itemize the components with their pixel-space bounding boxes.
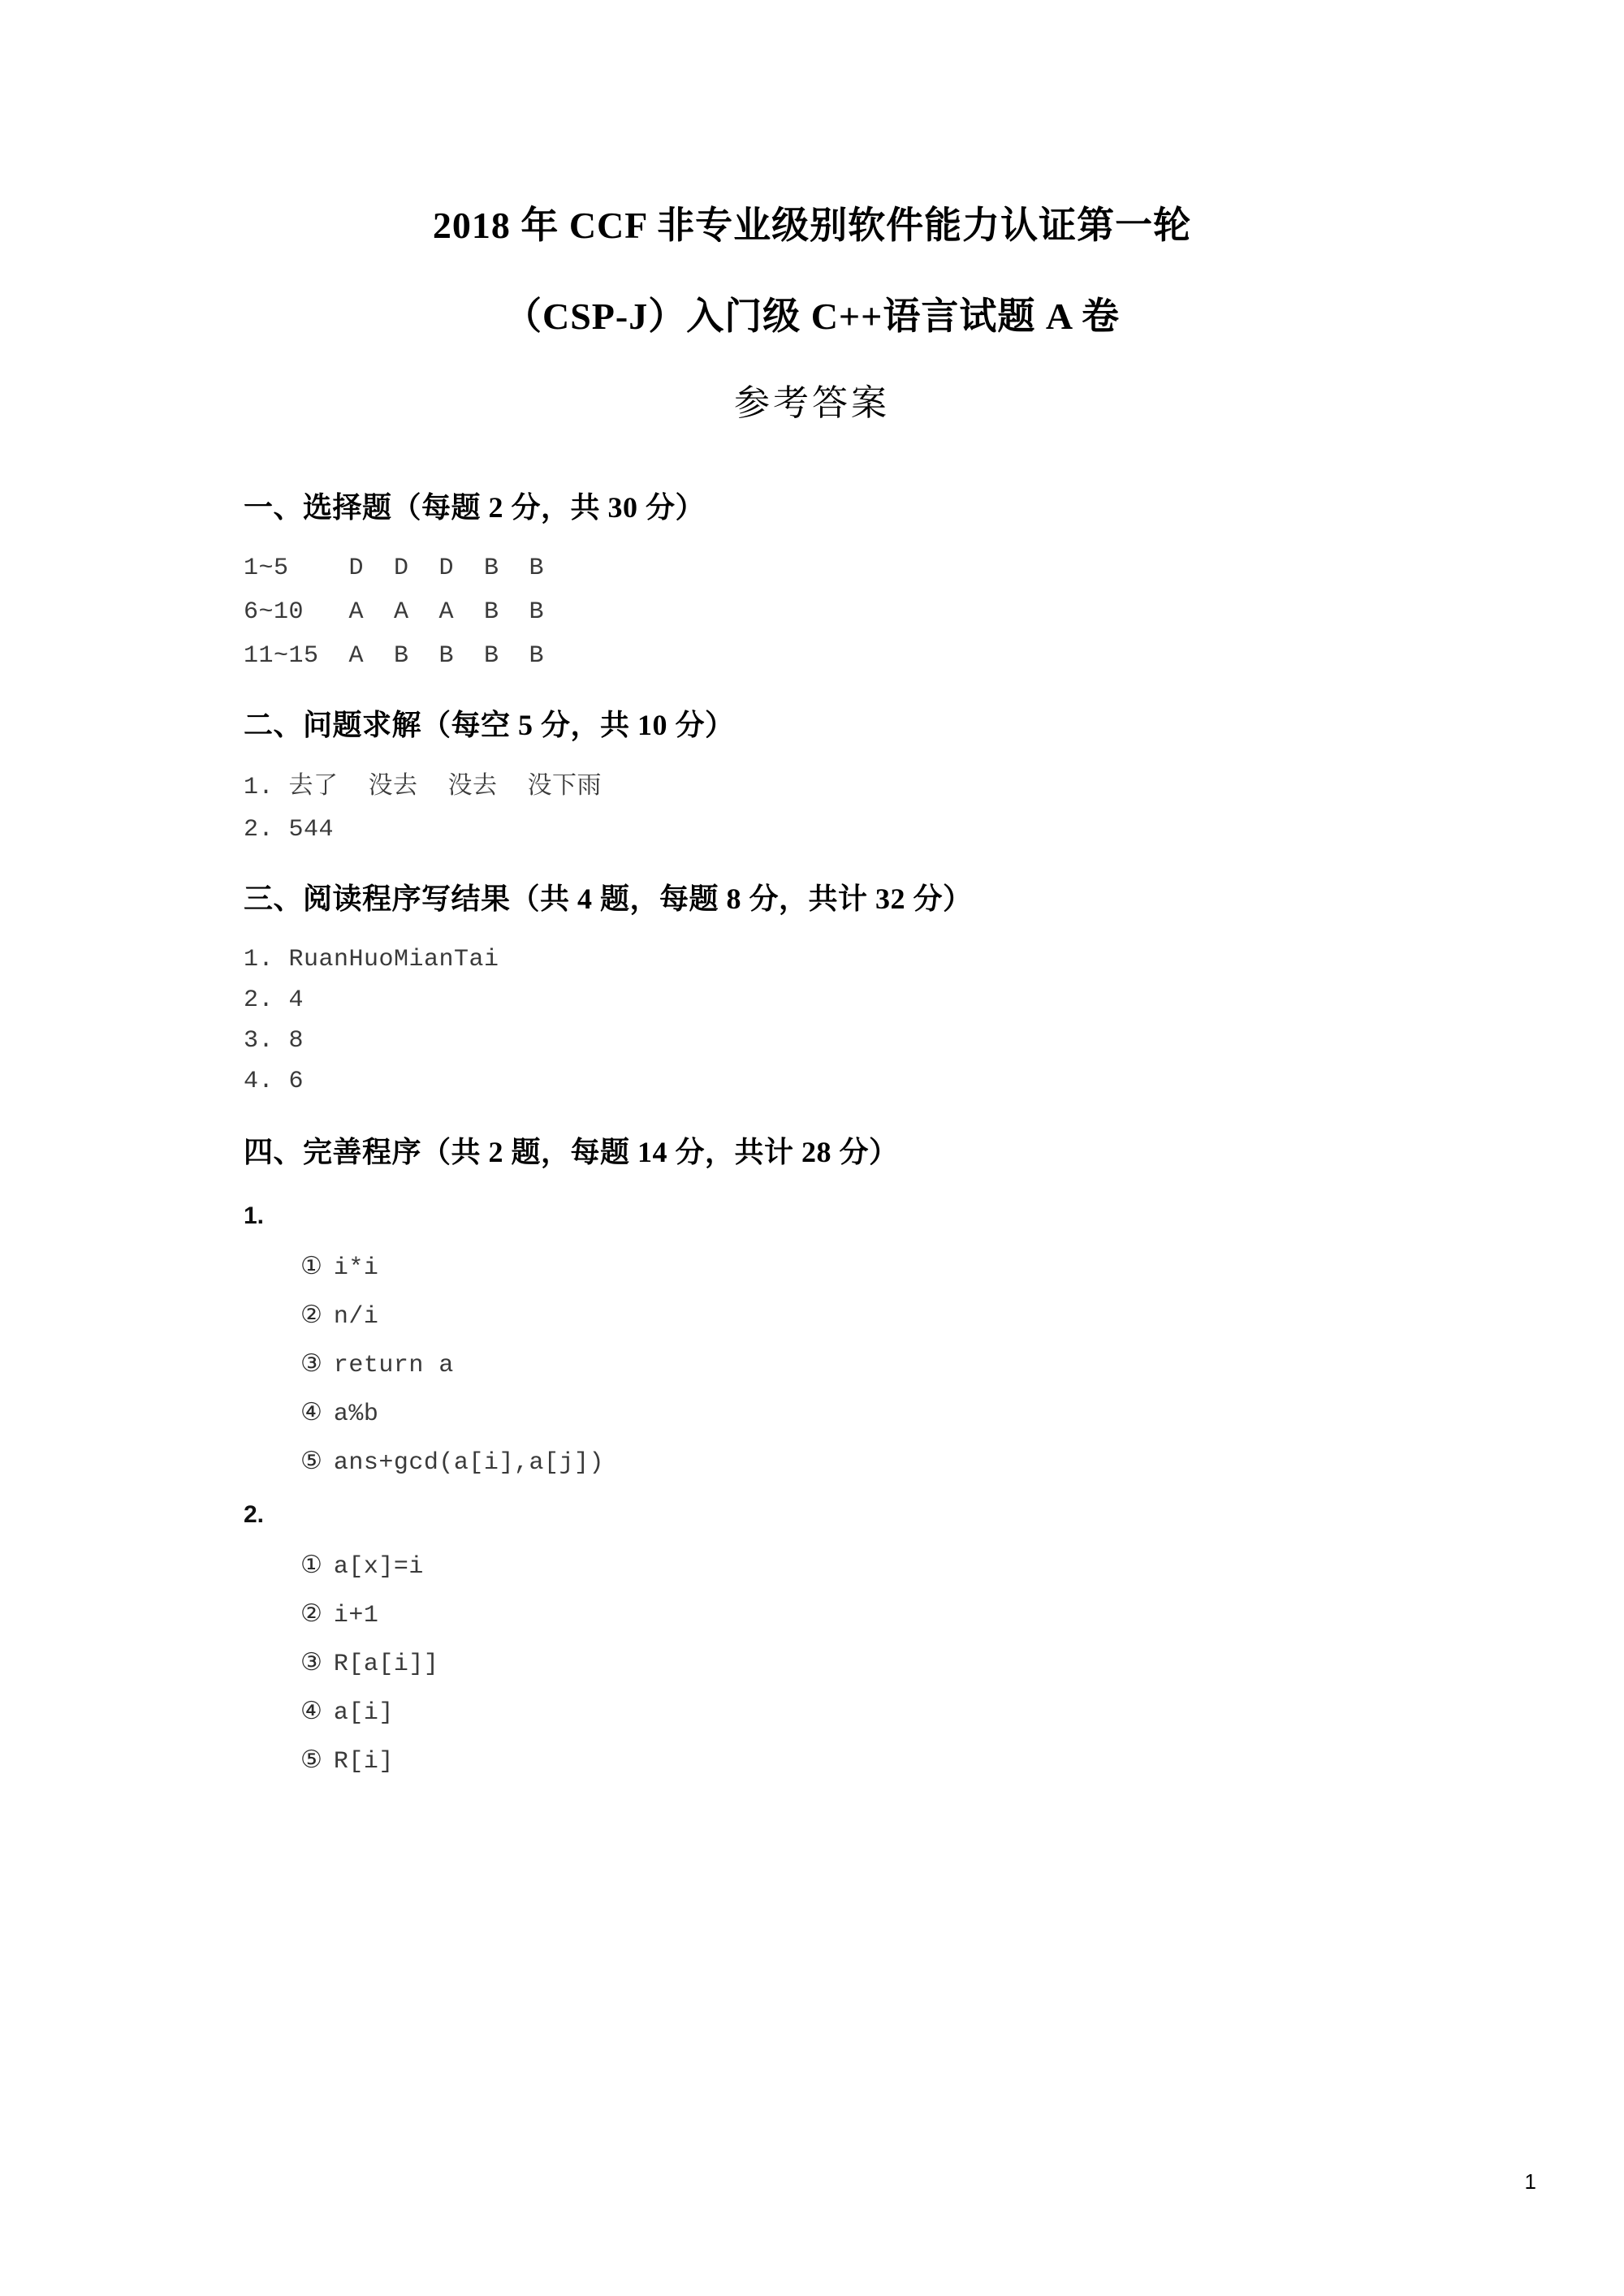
completion-blank-code: a%b — [333, 1400, 379, 1428]
circled-number-icon: ③ — [300, 1349, 322, 1378]
completion-blank-code: i+1 — [333, 1602, 379, 1629]
completion-blank-code: n/i — [333, 1303, 379, 1331]
completion-blank-item — [244, 1553, 1380, 1579]
reading-answer-item: 4. 6 — [244, 1068, 304, 1095]
reading-answer-item: 1. RuanHuoMianTai — [244, 946, 499, 973]
circled-number-icon: ① — [300, 1551, 322, 1579]
problem-solving-answer-item: 2. 544 — [244, 816, 335, 844]
document-title-line-2: （CSP-J）入门级 C++语言试题 A 卷 — [503, 296, 1121, 337]
section-heading-completion: 四、完善程序（共 2 题，每题 14 分，共计 28 分） — [244, 1136, 899, 1168]
completion-blank-code: i*i — [333, 1254, 379, 1282]
reading-answer-item: 3. 8 — [244, 1027, 304, 1055]
problem-solving-answer-item: 1. 去了 没去 没去 没下雨 — [244, 774, 603, 801]
completion-problem-number: 2. — [244, 1501, 265, 1528]
circled-number-icon: ④ — [300, 1697, 322, 1725]
completion-blank-code: R[a[i]] — [333, 1651, 439, 1678]
completion-blank-item — [244, 1449, 1380, 1475]
circled-number-icon: ① — [300, 1252, 322, 1280]
section-heading-reading: 三、阅读程序写结果（共 4 题，每题 8 分，共计 32 分） — [244, 883, 973, 915]
completion-blank-code: a[x]=i — [333, 1553, 424, 1581]
document-title-line-1: 2018 年 CCF 非专业级别软件能力认证第一轮 — [432, 205, 1192, 246]
choice-answer-list — [244, 556, 1380, 668]
document-title-line-3: 参考答案 — [734, 383, 890, 423]
reading-answer-list — [244, 947, 1380, 1094]
problem-solving-answer-list — [244, 775, 1380, 842]
completion-blank-list — [244, 1254, 1380, 1475]
completion-blank-item — [244, 1349, 1380, 1379]
completion-blank-item — [244, 1648, 1380, 1678]
circled-number-icon: ② — [300, 1301, 322, 1329]
completion-problem-1 — [244, 1204, 1380, 1475]
circled-number-icon: ② — [300, 1599, 322, 1628]
completion-blank-item — [244, 1748, 1380, 1774]
circled-number-icon: ⑤ — [300, 1447, 322, 1475]
completion-problem-number: 1. — [244, 1202, 265, 1229]
circled-number-icon: ④ — [300, 1398, 322, 1426]
completion-blank-item — [244, 1699, 1380, 1725]
completion-blank-code: ans+gcd(a[i],a[j]) — [333, 1449, 604, 1477]
choice-answer-row: 1~5 D D D B B — [244, 555, 545, 582]
section-heading-problem-solving: 二、问题求解（每空 5 分，共 10 分） — [244, 709, 735, 741]
title-block — [244, 0, 1380, 421]
circled-number-icon: ③ — [300, 1648, 322, 1677]
completion-blank-code: return a — [333, 1352, 454, 1379]
completion-blank-code: a[i] — [333, 1699, 394, 1727]
completion-blank-item — [244, 1400, 1380, 1426]
page-content — [244, 0, 1380, 1774]
section-heading-choice: 一、选择题（每题 2 分，共 30 分） — [244, 491, 706, 524]
completion-problem-2 — [244, 1503, 1380, 1774]
completion-blank-list — [244, 1553, 1380, 1774]
page-number: 1 — [1524, 2169, 1536, 2194]
choice-answer-row: 11~15 A B B B B — [244, 642, 545, 670]
completion-blank-item — [244, 1599, 1380, 1629]
circled-number-icon: ⑤ — [300, 1746, 322, 1774]
completion-blank-item — [244, 1254, 1380, 1280]
choice-answer-row: 6~10 A A A B B — [244, 598, 545, 626]
completion-blank-item — [244, 1303, 1380, 1329]
completion-blank-code: R[i] — [333, 1748, 394, 1776]
reading-answer-item: 2. 4 — [244, 986, 304, 1014]
